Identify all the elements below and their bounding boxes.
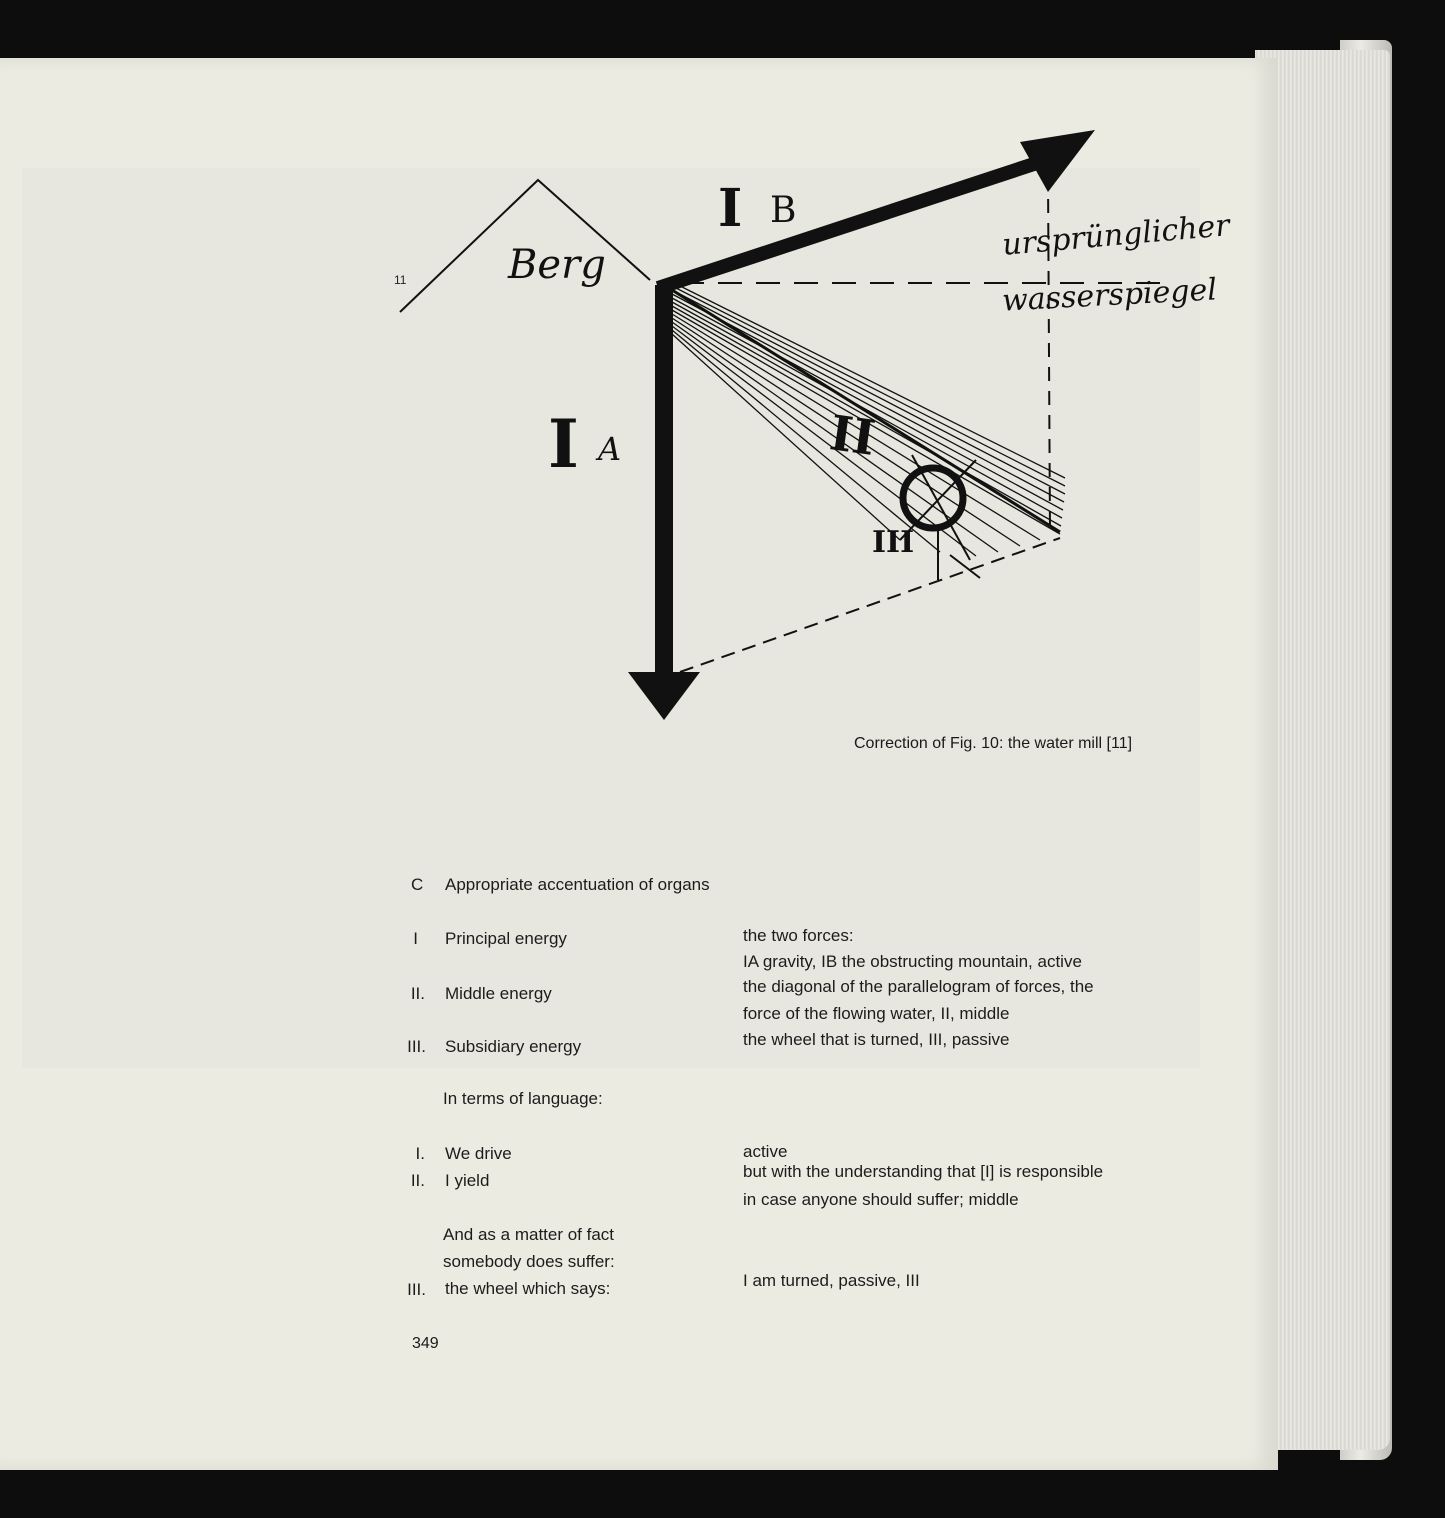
dashed-diagonal xyxy=(680,538,1060,672)
language-heading: In terms of language: xyxy=(443,1089,603,1108)
label-ii: II xyxy=(826,405,879,467)
energy-desc-1b: IA gravity, IB the obstructing mountain, active xyxy=(743,952,1082,971)
lang-left-4: And as a matter of fact xyxy=(443,1225,615,1244)
label-ib-sub: B xyxy=(770,190,797,231)
label-berg: Berg xyxy=(508,242,606,288)
energy-num-3: III. xyxy=(407,1037,426,1056)
lang-right-3: in case anyone should suffer; middle xyxy=(743,1190,1019,1209)
lang-num-2: II. xyxy=(410,1171,425,1190)
label-ia-sub: A xyxy=(598,430,622,468)
energy-num-1: I xyxy=(413,929,418,948)
water-mill-diagram xyxy=(380,100,1231,745)
label-ib-roman: I xyxy=(718,178,743,239)
section-letter: C xyxy=(411,875,424,894)
lang-left-1: We drive xyxy=(445,1144,512,1163)
lang-num-1: I. xyxy=(415,1144,425,1163)
lang-right-1: active xyxy=(743,1142,788,1161)
energy-name-3: Subsidiary energy xyxy=(445,1037,582,1056)
energy-desc-2b: force of the flowing water, II, middle xyxy=(743,1004,1010,1023)
section-title: Appropriate accentuation of organs xyxy=(445,875,710,894)
lang-right-6: I am turned, passive, III xyxy=(743,1271,920,1290)
energy-desc-1a: the two forces: xyxy=(743,926,854,945)
energy-name-2: Middle energy xyxy=(445,984,552,1003)
lang-left-6: the wheel which says: xyxy=(445,1279,611,1298)
energy-desc-2a: the diagonal of the parallelogram of forces, the xyxy=(743,977,1094,996)
label-water-1: ursprünglicher xyxy=(1000,208,1231,263)
energy-num-2: II. xyxy=(410,984,425,1003)
energy-name-1: Principal energy xyxy=(445,929,567,948)
label-iii: III xyxy=(872,525,915,560)
arrow-ib-shaft xyxy=(658,162,1040,288)
lang-right-2: but with the understanding that [I] is responsible xyxy=(743,1162,1104,1181)
lang-num-6: III. xyxy=(407,1280,426,1299)
figure-caption: Correction of Fig. 10: the water mill [11] xyxy=(854,735,1133,752)
arrow-ia-head xyxy=(628,672,700,720)
label-ia-roman: I xyxy=(548,405,579,483)
page-number: 349 xyxy=(412,1335,439,1352)
arrow-ib-head xyxy=(1020,130,1095,192)
energy-desc-3: the wheel that is turned, III, passive xyxy=(743,1030,1010,1049)
lang-left-5: somebody does suffer: xyxy=(443,1252,615,1271)
label-water-2: wasserspiegel xyxy=(1001,272,1218,319)
lang-left-2: I yield xyxy=(445,1171,490,1190)
figure-number: 11 xyxy=(394,273,407,287)
